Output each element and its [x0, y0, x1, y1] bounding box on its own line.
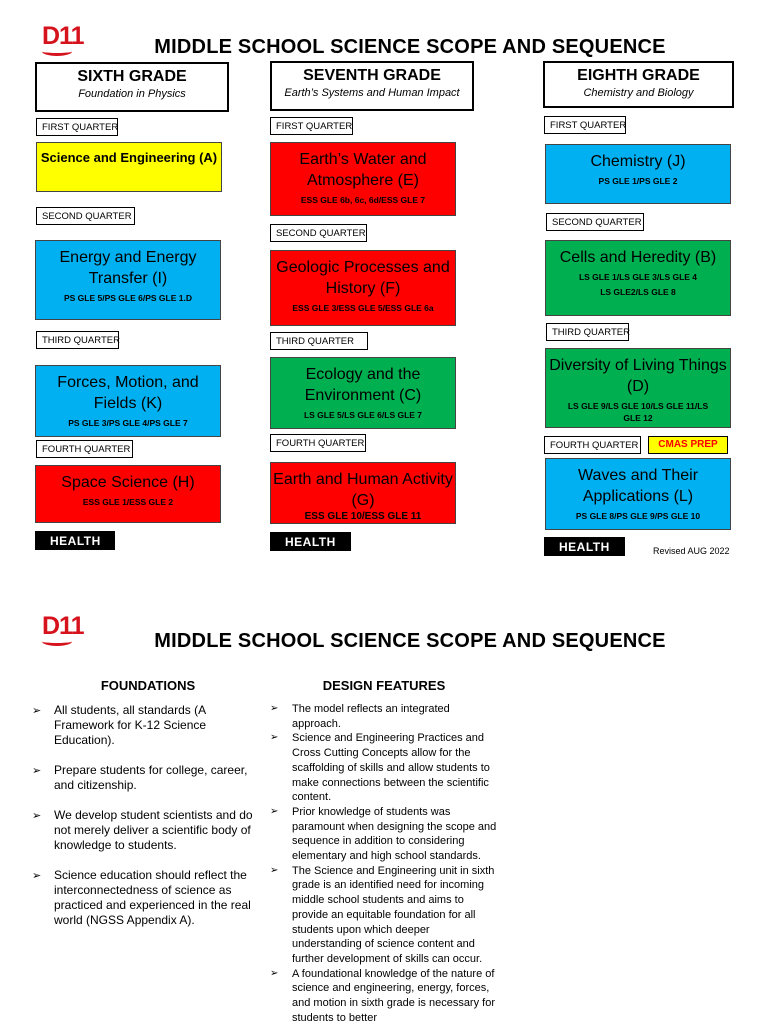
unit-energy: [35, 240, 221, 320]
unit-codes: PS GLE 3/PS GLE 4/PS GLE 7: [68, 418, 188, 428]
unit-geologic: [270, 250, 456, 326]
list-item: ➢ The Science and Engineering unit in sixth grade is an identified need for incoming middle school students and aims to provide an equitable foundation for all students upon which deeper understanding of science content and further development of skills can occur.: [270, 864, 498, 967]
list-item: ➢ Prior knowledge of students was paramount when designing the scope and sequence in addition to considering elementary and high school standards.: [270, 805, 498, 864]
unit-codes: PS GLE 5/PS GLE 6/PS GLE 1.D: [63, 293, 192, 303]
unit-ecology: [270, 357, 456, 429]
cmas-prep-badge: CMAS PREP: [648, 436, 728, 454]
unit-codes: ESS GLE 1/ESS GLE 2: [82, 497, 174, 507]
unit-title: Science and Engineering (A): [40, 150, 218, 165]
unit-codes: ESS GLE 6b, 6c, 6d/ESS GLE 7: [300, 195, 426, 205]
unit-diversity: [545, 348, 731, 428]
quarter-label: FIRST QUARTER: [270, 117, 353, 135]
health-label: HEALTH: [270, 532, 351, 551]
grade-name: SEVENTH GRADE: [303, 67, 441, 84]
district-logo: [42, 614, 83, 646]
list-item: ➢ Science education should reflect the interconnectedness of science as practiced and experienced in the real world (NGSS Appendix A).: [32, 868, 264, 928]
unit-waves: [545, 458, 731, 530]
grade-subtitle: Foundation in Physics: [78, 88, 186, 100]
design-features-heading: DESIGN FEATURES: [322, 678, 446, 693]
health-label: HEALTH: [35, 531, 115, 550]
quarter-label: FOURTH QUARTER: [270, 434, 366, 452]
logo-text: D11: [42, 22, 84, 50]
quarter-label: SECOND QUARTER: [270, 224, 367, 242]
unit-title: Forces, Motion, and Fields (K): [57, 374, 199, 412]
design-features-list: [270, 702, 498, 1025]
unit-title: Space Science (H): [61, 474, 195, 491]
list-item: ➢ We develop student scientists and do not merely deliver a scientific body of knowledge to students.: [32, 808, 264, 853]
quarter-label: FIRST QUARTER: [544, 116, 626, 134]
list-item: ➢ All students, all standards (A Framework for K-12 Science Education).: [32, 703, 264, 748]
quarter-label: THIRD QUARTER: [546, 323, 629, 341]
logo-text: D11: [42, 612, 84, 640]
unit-title: Chemistry (J): [590, 153, 686, 170]
quarter-label: FOURTH QUARTER: [36, 440, 133, 458]
unit-codes: LS GLE 9/LS GLE 10/LS GLE 11/LS GLE 12: [567, 401, 709, 423]
grade-name: SIXTH GRADE: [77, 68, 187, 85]
unit-earth-human: [270, 462, 456, 524]
unit-title: Ecology and the Environment (C): [304, 366, 422, 404]
quarter-label: THIRD QUARTER: [36, 331, 119, 349]
foundations-list: [32, 703, 264, 943]
list-item: ➢ The model reflects an integrated approach.: [270, 702, 498, 731]
unit-codes: ESS GLE 3/ESS GLE 5/ESS GLE 6a: [292, 303, 434, 313]
revised-date: Revised AUG 2022: [653, 546, 730, 556]
unit-codes: PS GLE 1/PS GLE 2: [598, 176, 678, 186]
district-logo: [42, 24, 83, 56]
grade-subtitle: Chemistry and Biology: [583, 87, 694, 99]
unit-forces-motion: [35, 365, 221, 437]
unit-science-engineering: [36, 142, 222, 192]
list-item: ➢ Prepare students for college, career, and citizenship.: [32, 763, 264, 793]
quarter-label: FOURTH QUARTER: [544, 436, 641, 454]
quarter-label: SECOND QUARTER: [546, 213, 644, 231]
unit-title: Energy and Energy Transfer (I): [59, 249, 197, 287]
unit-chemistry: [545, 144, 731, 204]
grade-name: EIGHTH GRADE: [577, 67, 700, 84]
unit-codes: PS GLE 8/PS GLE 9/PS GLE 10: [575, 511, 701, 521]
unit-codes: LS GLE 1/LS GLE 3/LS GLE 4: [578, 272, 698, 282]
unit-codes: ESS GLE 10/ESS GLE 11: [304, 511, 422, 522]
unit-title: Cells and Heredity (B): [559, 249, 717, 266]
grade-subtitle: Earth’s Systems and Human Impact: [284, 87, 460, 99]
foundations-heading: FOUNDATIONS: [100, 678, 196, 693]
list-item: ➢ A foundational knowledge of the nature of science and engineering, energy, forces, and motion in sixth grade is necessary for students to better: [270, 967, 498, 1025]
page-title: MIDDLE SCHOOL SCIENCE SCOPE AND SEQUENCE: [154, 36, 666, 58]
unit-codes-line2: LS GLE2/LS GLE 8: [600, 287, 676, 297]
unit-title: Waves and Their Applications (L): [577, 467, 699, 505]
health-label: HEALTH: [544, 537, 625, 556]
unit-title: Geologic Processes and History (F): [276, 259, 450, 297]
grade-header-sixth: [35, 62, 229, 112]
grade-header-eighth: [543, 61, 734, 108]
quarter-label: THIRD QUARTER: [270, 332, 368, 350]
unit-title: Diversity of Living Things (D): [549, 357, 727, 395]
quarter-label: SECOND QUARTER: [36, 207, 135, 225]
unit-space-science: [35, 465, 221, 523]
unit-title: Earth’s Water and Atmosphere (E): [299, 151, 427, 189]
unit-title: Earth and Human Activity (G): [273, 471, 453, 509]
grade-header-seventh: [270, 61, 474, 111]
list-item: ➢ Science and Engineering Practices and Cross Cutting Concepts allow for the scaffolding of skills and allow students to make connections between the scientific content.: [270, 731, 498, 805]
page-title: MIDDLE SCHOOL SCIENCE SCOPE AND SEQUENCE: [154, 630, 666, 652]
quarter-label: FIRST QUARTER: [36, 118, 118, 136]
unit-codes: LS GLE 5/LS GLE 6/LS GLE 7: [303, 410, 423, 420]
unit-cells-heredity: [545, 240, 731, 316]
unit-earth-water: [270, 142, 456, 216]
